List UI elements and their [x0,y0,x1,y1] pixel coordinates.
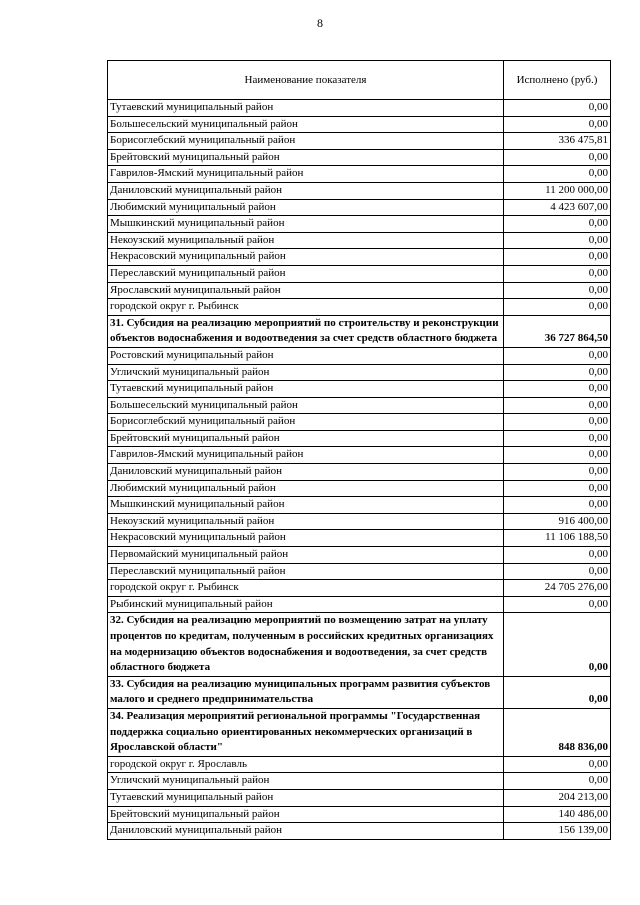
row-name-cell: Брейтовский муниципальный район [108,806,504,823]
row-value-cell: 0,00 [504,232,611,249]
row-name-cell: Гаврилов-Ямский муниципальный район [108,166,504,183]
row-name-cell: Угличский муниципальный район [108,773,504,790]
row-name-cell: Некоузский муниципальный район [108,513,504,530]
table-row [108,447,611,464]
row-name-cell: Тутаевский муниципальный район [108,381,504,398]
table-row [108,166,611,183]
row-value-cell: 140 486,00 [504,806,611,823]
table-row [108,773,611,790]
row-name-cell: Мышкинский муниципальный район [108,216,504,233]
row-name-cell: Мышкинский муниципальный район [108,497,504,514]
row-value-cell: 0,00 [504,381,611,398]
row-name-cell: Некрасовский муниципальный район [108,530,504,547]
row-name-cell: Ярославский муниципальный район [108,282,504,299]
table-row [108,149,611,166]
row-value-cell: 0,00 [504,347,611,364]
row-value-cell: 0,00 [504,613,611,676]
row-value-cell: 916 400,00 [504,513,611,530]
row-name-cell: Некоузский муниципальный район [108,232,504,249]
row-name-cell: Переславский муниципальный район [108,563,504,580]
row-value-cell: 848 836,00 [504,708,611,756]
report-table [107,60,611,840]
row-value-cell: 0,00 [504,116,611,133]
column-header-name: Наименование показателя [108,61,504,100]
table-row [108,513,611,530]
row-value-cell: 0,00 [504,299,611,316]
row-value-cell: 0,00 [504,497,611,514]
row-name-cell: Даниловский муниципальный район [108,823,504,840]
row-value-cell: 0,00 [504,397,611,414]
row-value-cell: 0,00 [504,149,611,166]
row-value-cell: 0,00 [504,265,611,282]
table-row [108,116,611,133]
row-name-cell: городской округ г. Ярославль [108,756,504,773]
table-row [108,133,611,150]
table-row [108,282,611,299]
row-name-cell: городской округ г. Рыбинск [108,580,504,597]
row-value-cell: 0,00 [504,166,611,183]
table-row [108,480,611,497]
row-value-cell: 0,00 [504,364,611,381]
row-value-cell: 0,00 [504,480,611,497]
table-row [108,547,611,564]
table-row [108,232,611,249]
row-name-cell: Даниловский муниципальный район [108,464,504,481]
row-value-cell: 0,00 [504,447,611,464]
section-row [108,708,611,756]
row-value-cell: 24 705 276,00 [504,580,611,597]
table-row [108,530,611,547]
table-row [108,397,611,414]
row-value-cell: 36 727 864,50 [504,315,611,347]
row-name-cell: Ростовский муниципальный район [108,347,504,364]
row-value-cell: 0,00 [504,100,611,117]
table-header-row [108,61,611,100]
row-value-cell: 11 106 188,50 [504,530,611,547]
row-name-cell: Борисоглебский муниципальный район [108,133,504,150]
row-name-cell: Брейтовский муниципальный район [108,430,504,447]
row-value-cell: 0,00 [504,547,611,564]
row-value-cell: 204 213,00 [504,789,611,806]
row-value-cell: 11 200 000,00 [504,182,611,199]
row-value-cell: 0,00 [504,464,611,481]
row-name-cell: Любимский муниципальный район [108,480,504,497]
row-name-cell: 32. Субсидия на реализацию мероприятий по возмещению затрат на уплату процентов по кредитам, полученным в российских кредитных организациях на модернизацию объектов водоснабжения и водоотведения, за счет средств областного бюджета [108,613,504,676]
section-row [108,613,611,676]
row-name-cell: Переславский муниципальный район [108,265,504,282]
row-name-cell: Борисоглебский муниципальный район [108,414,504,431]
table-row [108,563,611,580]
section-row [108,315,611,347]
row-value-cell: 156 139,00 [504,823,611,840]
row-name-cell: Угличский муниципальный район [108,364,504,381]
table-row [108,823,611,840]
row-name-cell: Большесельский муниципальный район [108,116,504,133]
table-row [108,414,611,431]
row-name-cell: 31. Субсидия на реализацию мероприятий по строительству и реконструкции объектов водоснабжения и водоотведения за счет средств областного бюджета [108,315,504,347]
row-name-cell: Тутаевский муниципальный район [108,789,504,806]
row-value-cell: 0,00 [504,430,611,447]
row-value-cell: 4 423 607,00 [504,199,611,216]
table-row [108,199,611,216]
row-value-cell: 0,00 [504,216,611,233]
table-body [108,100,611,840]
row-name-cell: городской округ г. Рыбинск [108,299,504,316]
table-row [108,216,611,233]
row-value-cell: 0,00 [504,773,611,790]
row-name-cell: Брейтовский муниципальный район [108,149,504,166]
row-value-cell: 0,00 [504,282,611,299]
table-row [108,464,611,481]
page-number: 8 [317,16,323,30]
table-row [108,249,611,266]
row-name-cell: Некрасовский муниципальный район [108,249,504,266]
table-row [108,756,611,773]
table-row [108,100,611,117]
row-name-cell: Рыбинский муниципальный район [108,596,504,613]
row-value-cell: 0,00 [504,756,611,773]
row-name-cell: Тутаевский муниципальный район [108,100,504,117]
row-name-cell: Первомайский муниципальный район [108,547,504,564]
table-row [108,497,611,514]
table-row [108,347,611,364]
table-row [108,806,611,823]
table-row [108,265,611,282]
section-row [108,676,611,708]
row-value-cell: 0,00 [504,563,611,580]
table-row [108,430,611,447]
row-value-cell: 336 475,81 [504,133,611,150]
column-header-value: Исполнено (руб.) [504,61,611,100]
row-name-cell: 34. Реализация мероприятий региональной программы "Государственная поддержка социально ориентированных некоммерческих организаций в Ярославской области" [108,708,504,756]
row-name-cell: 33. Субсидия на реализацию муниципальных программ развития субъектов малого и среднего предпринимательства [108,676,504,708]
table-row [108,580,611,597]
table-row [108,789,611,806]
table-row [108,596,611,613]
row-name-cell: Большесельский муниципальный район [108,397,504,414]
row-name-cell: Любимский муниципальный район [108,199,504,216]
row-name-cell: Гаврилов-Ямский муниципальный район [108,447,504,464]
table-row [108,182,611,199]
row-name-cell: Даниловский муниципальный район [108,182,504,199]
row-value-cell: 0,00 [504,414,611,431]
table-row [108,299,611,316]
row-value-cell: 0,00 [504,249,611,266]
table-row [108,364,611,381]
table-row [108,381,611,398]
row-value-cell: 0,00 [504,596,611,613]
row-value-cell: 0,00 [504,676,611,708]
